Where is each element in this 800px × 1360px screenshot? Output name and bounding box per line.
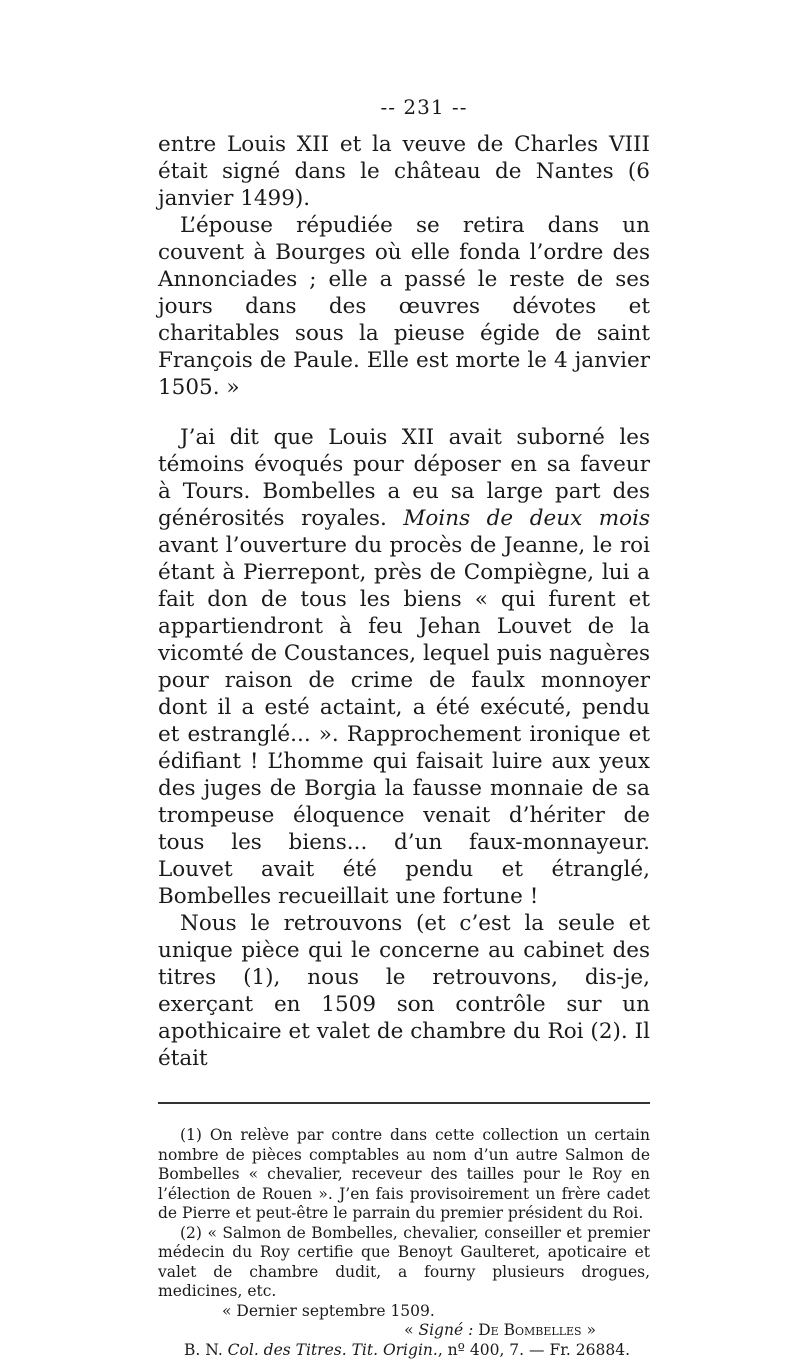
footnote-2: (2) « Salmon de Bombelles, chevalier, conseiller et premier médecin du Roy certifie que Benoyt Gaulteret, apoticaire et valet de chambre dudit, a fourny plusieurs drogues, medicines, etc. (158, 1224, 650, 1302)
paragraph-3-text-b: avant l’ouverture du procès de Jeanne, le roi étant à Pierrepont, près de Compiègne, lui a fait don de tous les biens « qui furent et appartiendront à feu Jehan Louvet de la vicomté de Coustances, lequel puis naguères pour raison de crime de faulx monnoyer dont il a esté actaint, a été exécuté, pendu et estranglé... ». Rapprochement ironique et édifiant ! L’homme qui faisait luire aux yeux des juges de Borgia la fausse monnaie de sa trompeuse éloquence venait d’hériter de tous les biens... d’un faux-monnayeur. Louvet avait été pendu et étranglé, Bombelles recueillait une fortune ! (158, 533, 650, 909)
source-prefix: B. N. (184, 1341, 228, 1359)
page-number: -- 231 -- (198, 95, 650, 119)
signature-prefix: « (404, 1321, 418, 1339)
paragraph-4: Nous le retrouvons (et c’est la seule et unique pièce qui le concerne au cabinet des titres (1), nous le retrouvons, dis-je, exerçant en 1509 son contrôle sur un apothicaire et valet de chambre du Roi (2). Il était (158, 910, 650, 1072)
footnote-2-source (164, 1341, 650, 1360)
signature-suffix: » (582, 1321, 596, 1339)
paragraph-1: entre Louis XII et la veuve de Charles VIII était signé dans le château de Nantes (6 janvier 1499). (158, 131, 650, 212)
signature-name: De Bombelles (473, 1321, 581, 1339)
source-collection: Col. des Titres. Tit. Origin. (228, 1341, 438, 1359)
footnotes (158, 1126, 650, 1360)
paragraph-3-text-a: J’ai dit que Louis XII avait suborné les témoins évoqués pour déposer en sa faveur à Tours. Bombelles a eu sa large part des générosités royales. (158, 425, 650, 531)
footnote-2-signature (158, 1321, 650, 1341)
paragraph-3 (158, 424, 650, 910)
body-text (158, 131, 650, 1072)
signature-signed-label: Signé : (418, 1321, 473, 1339)
footnote-1: (1) On relève par contre dans cette collection un certain nombre de pièces comptables au nom d’un autre Salmon de Bombelles « chevalier, receveur des tailles pour le Roy en l’élection de Rouen ». J’en fais provisoirement un frère cadet de Pierre et peut-être le parrain du premier président du Roi. (158, 1126, 650, 1224)
footnote-rule (158, 1102, 650, 1104)
paragraph-3-emphasis: Moins de deux mois (403, 506, 650, 531)
book-page (158, 95, 650, 1360)
footnote-2-date: « Dernier septembre 1509. (158, 1302, 650, 1322)
source-reference: , nº 400, 7. — Fr. 26884. (438, 1341, 630, 1359)
paragraph-2: L’épouse répudiée se retira dans un couvent à Bourges où elle fonda l’ordre des Annonciades ; elle a passé le reste de ses jours dans des œuvres dévotes et charitables sous la pieuse égide de saint François de Paule. Elle est morte le 4 janvier 1505. » (158, 212, 650, 401)
